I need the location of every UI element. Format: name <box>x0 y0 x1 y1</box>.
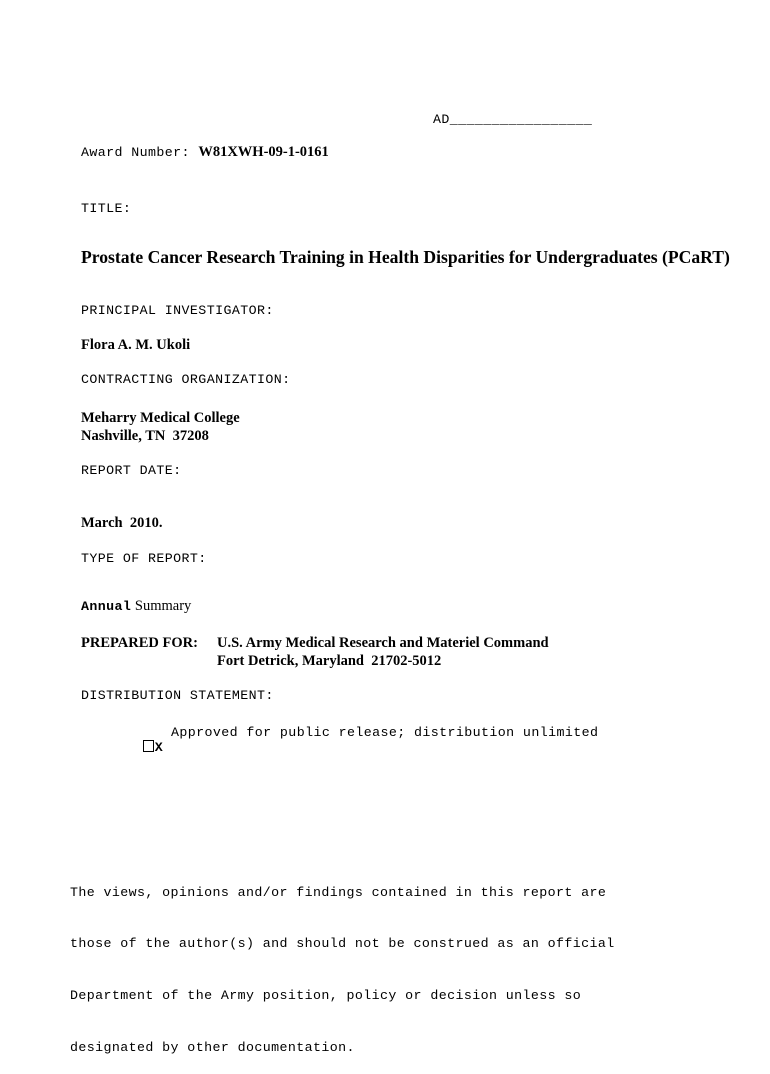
disclaimer-line: Department of the Army position, policy or decision unless so <box>70 988 582 1004</box>
title-label: TITLE: <box>81 201 132 216</box>
report-type-part1: Annual <box>81 599 132 614</box>
report-date-label: REPORT DATE: <box>81 463 182 478</box>
report-type-value <box>81 597 191 615</box>
award-number-row <box>81 143 329 161</box>
disclaimer-line: designated by other documentation. <box>70 1040 355 1056</box>
disclaimer-paragraph <box>70 849 615 1074</box>
disclaimer-line: The views, opinions and/or findings contained in this report are <box>70 884 607 900</box>
contracting-organization-label: CONTRACTING ORGANIZATION: <box>81 372 291 387</box>
ad-number-line: AD_________________ <box>433 112 593 127</box>
report-type-label: TYPE OF REPORT: <box>81 551 207 566</box>
principal-investigator-name: Flora A. M. Ukoli <box>81 337 191 353</box>
prepared-for-address <box>217 634 549 670</box>
distribution-statement-row <box>126 725 599 770</box>
contracting-organization-block <box>81 409 240 445</box>
award-number-label: Award Number: <box>81 145 199 160</box>
distribution-statement-text: Approved for public release; distribution unlimited <box>171 725 599 740</box>
distribution-statement-label: DISTRIBUTION STATEMENT: <box>81 688 274 703</box>
principal-investigator-label: PRINCIPAL INVESTIGATOR: <box>81 303 274 318</box>
report-type-part2: Summary <box>131 598 192 614</box>
report-date-value: March 2010. <box>81 515 163 531</box>
organization-address: Nashville, TN 37208 <box>81 428 209 444</box>
checkbox-icon <box>143 740 154 752</box>
disclaimer-line: those of the author(s) and should not be construed as an official <box>70 936 615 952</box>
prepared-for-label: PREPARED FOR: <box>81 635 198 651</box>
award-number-value: W81XWH-09-1-0161 <box>198 144 329 160</box>
report-title: Prostate Cancer Research Training in Health Disparities for Undergraduates (PCaRT) <box>81 247 730 267</box>
prepared-for-line2: Fort Detrick, Maryland 21702-5012 <box>217 653 442 669</box>
prepared-for-line1: U.S. Army Medical Research and Materiel Command <box>217 635 549 651</box>
check-mark: X <box>154 740 164 755</box>
organization-name: Meharry Medical College <box>81 410 240 426</box>
